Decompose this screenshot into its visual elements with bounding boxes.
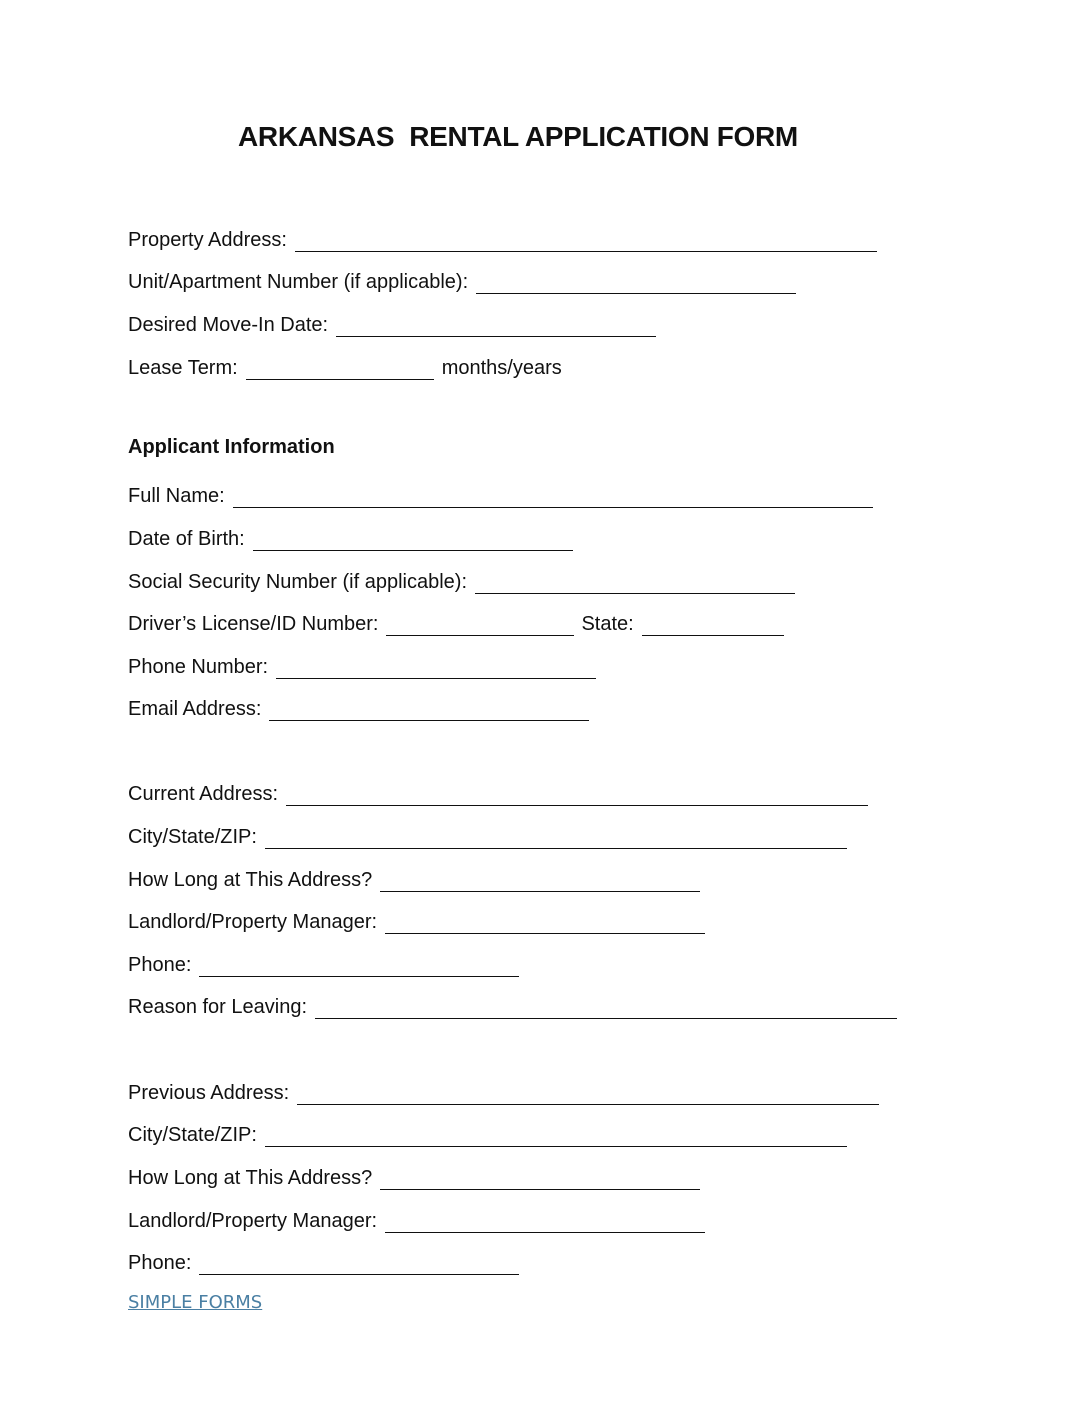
current-address-row [128, 776, 868, 806]
previous-city-label: City/State/ZIP: [128, 1124, 257, 1146]
full-name-label: Full Name: [128, 485, 225, 507]
previous-landlord-label: Landlord/Property Manager: [128, 1210, 378, 1232]
ssn-row [128, 564, 795, 594]
move-in-date-field[interactable] [336, 318, 656, 337]
previous-phone-field[interactable] [199, 1256, 519, 1275]
previous-duration-row [128, 1160, 700, 1190]
previous-address-label: Previous Address: [128, 1082, 290, 1104]
license-row [128, 606, 784, 636]
current-address-label: Current Address: [128, 783, 279, 805]
current-landlord-label: Landlord/Property Manager: [128, 911, 378, 933]
state-label: State: [581, 613, 634, 635]
previous-address-field[interactable] [297, 1086, 879, 1105]
current-phone-label: Phone: [128, 954, 192, 976]
lease-term-label: Lease Term: [128, 357, 238, 379]
ssn-label: Social Security Number (if applicable): [128, 571, 468, 593]
property-address-row [128, 222, 877, 252]
reason-leaving-row [128, 989, 897, 1019]
previous-city-row [128, 1117, 847, 1147]
phone-number-label: Phone Number: [128, 656, 269, 678]
property-address-label: Property Address: [128, 229, 287, 251]
full-name-row [128, 478, 873, 508]
lease-term-row [128, 350, 562, 380]
previous-phone-label: Phone: [128, 1252, 192, 1274]
dob-label: Date of Birth: [128, 528, 245, 550]
page-title: ARKANSAS RENTAL APPLICATION FORM [238, 121, 798, 152]
current-city-row [128, 819, 847, 849]
previous-phone-row [128, 1245, 519, 1275]
move-in-date-row [128, 307, 656, 337]
current-address-field[interactable] [286, 787, 868, 806]
license-field[interactable] [386, 617, 574, 636]
phone-number-field[interactable] [276, 660, 596, 679]
previous-city-field[interactable] [265, 1128, 847, 1147]
simple-forms-link[interactable]: SIMPLE FORMS [128, 1292, 263, 1313]
full-name-field[interactable] [233, 489, 873, 508]
state-field[interactable] [642, 617, 784, 636]
license-label: Driver’s License/ID Number: [128, 613, 379, 635]
current-landlord-field[interactable] [385, 915, 705, 934]
reason-leaving-label: Reason for Leaving: [128, 996, 308, 1018]
previous-address-row [128, 1075, 879, 1105]
lease-term-field[interactable] [246, 361, 434, 380]
previous-landlord-field[interactable] [385, 1214, 705, 1233]
current-phone-row [128, 947, 519, 977]
unit-number-field[interactable] [476, 275, 796, 294]
unit-number-row [128, 264, 796, 294]
previous-duration-label: How Long at This Address? [128, 1167, 373, 1189]
current-city-label: City/State/ZIP: [128, 826, 257, 848]
dob-row [128, 521, 573, 551]
current-duration-label: How Long at This Address? [128, 869, 373, 891]
ssn-field[interactable] [475, 575, 795, 594]
email-field[interactable] [269, 702, 589, 721]
email-label: Email Address: [128, 698, 262, 720]
current-duration-field[interactable] [380, 873, 700, 892]
current-phone-field[interactable] [199, 958, 519, 977]
previous-landlord-row [128, 1203, 705, 1233]
current-city-field[interactable] [265, 830, 847, 849]
dob-field[interactable] [253, 532, 573, 551]
applicant-info-heading: Applicant Information [128, 436, 335, 458]
property-address-field[interactable] [295, 233, 877, 252]
current-duration-row [128, 862, 700, 892]
unit-number-label: Unit/Apartment Number (if applicable): [128, 271, 469, 293]
move-in-date-label: Desired Move-In Date: [128, 314, 329, 336]
current-landlord-row [128, 904, 705, 934]
reason-leaving-field[interactable] [315, 1000, 897, 1019]
previous-duration-field[interactable] [380, 1171, 700, 1190]
lease-term-suffix: months/years [441, 357, 562, 379]
email-row [128, 691, 589, 721]
phone-number-row [128, 649, 596, 679]
